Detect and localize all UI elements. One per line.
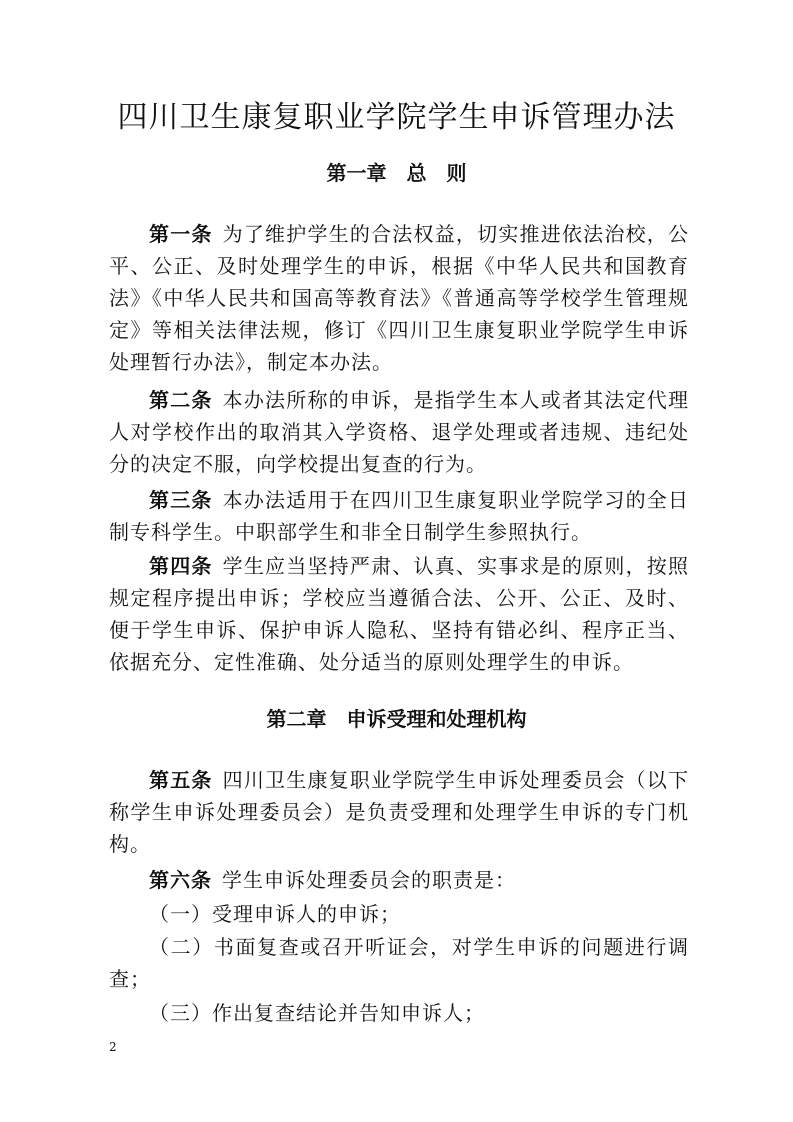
article-2-text: 本办法所称的申诉，是指学生本人或者其法定代理人对学校作出的取消其入学资格、退学处理或者违规、违纪处分的决定不服，向学校提出复查的行为。 — [109, 388, 689, 476]
article-3 — [109, 484, 689, 548]
article-1 — [109, 218, 689, 378]
chapter-one-name: 总 则 — [406, 161, 467, 185]
article-6-label: 第六条 — [149, 868, 212, 892]
duty-item-1: （一）受理申诉人的申诉； — [149, 902, 401, 926]
article-5 — [109, 764, 689, 860]
article-6-text: 学生申诉处理委员会的职责是： — [222, 868, 516, 892]
article-4 — [109, 550, 689, 678]
article-6 — [109, 864, 689, 896]
page-number: 2 — [109, 1040, 117, 1054]
chapter-two-name: 申诉受理和处理机构 — [346, 707, 527, 731]
article-3-text: 本办法适用于在四川卫生康复职业学院学习的全日制专科学生。中职部学生和非全日制学生参照执行。 — [109, 488, 689, 544]
chapter-one-heading — [0, 158, 793, 188]
duty-item-3: （三）作出复查结论并告知申诉人； — [149, 1001, 485, 1025]
chapter-one-label: 第一章 — [326, 161, 387, 185]
article-5-text: 四川卫生康复职业学院学生申诉处理委员会（以下称学生申诉处理委员会）是负责受理和处理学生申诉的专门机构。 — [109, 768, 689, 856]
article-2-label: 第二条 — [149, 388, 213, 412]
chapter-two-heading — [0, 704, 793, 734]
duty-item-2: （二）书面复查或召开听证会，对学生申诉的问题进行调查； — [109, 935, 689, 991]
article-5-label: 第五条 — [149, 768, 213, 792]
article-2 — [109, 384, 689, 480]
article-3-label: 第三条 — [149, 488, 213, 512]
chapter-two-label: 第二章 — [266, 707, 327, 731]
article-1-text: 为了维护学生的合法权益，切实推进依法治校，公平、公正、及时处理学生的申诉，根据《中华人民共和国教育法》《中华人民共和国高等教育法》《普通高等学校学生管理规定》等相关法律法规，修订《四川卫生康复职业学院学生申诉处理暂行办法》，制定本办法。 — [109, 222, 689, 374]
document-title: 四川卫生康复职业学院学生申诉管理办法 — [117, 100, 676, 135]
article-4-text: 学生应当坚持严肃、认真、实事求是的原则，按照规定程序提出申诉；学校应当遵循合法、公开、公正、及时、便于学生申诉、保护申诉人隐私、坚持有错必纠、程序正当、依据充分、定性准确、处分适当的原则处理学生的申诉。 — [109, 554, 689, 674]
article-1-label: 第一条 — [149, 222, 213, 246]
article-4-label: 第四条 — [149, 554, 213, 578]
